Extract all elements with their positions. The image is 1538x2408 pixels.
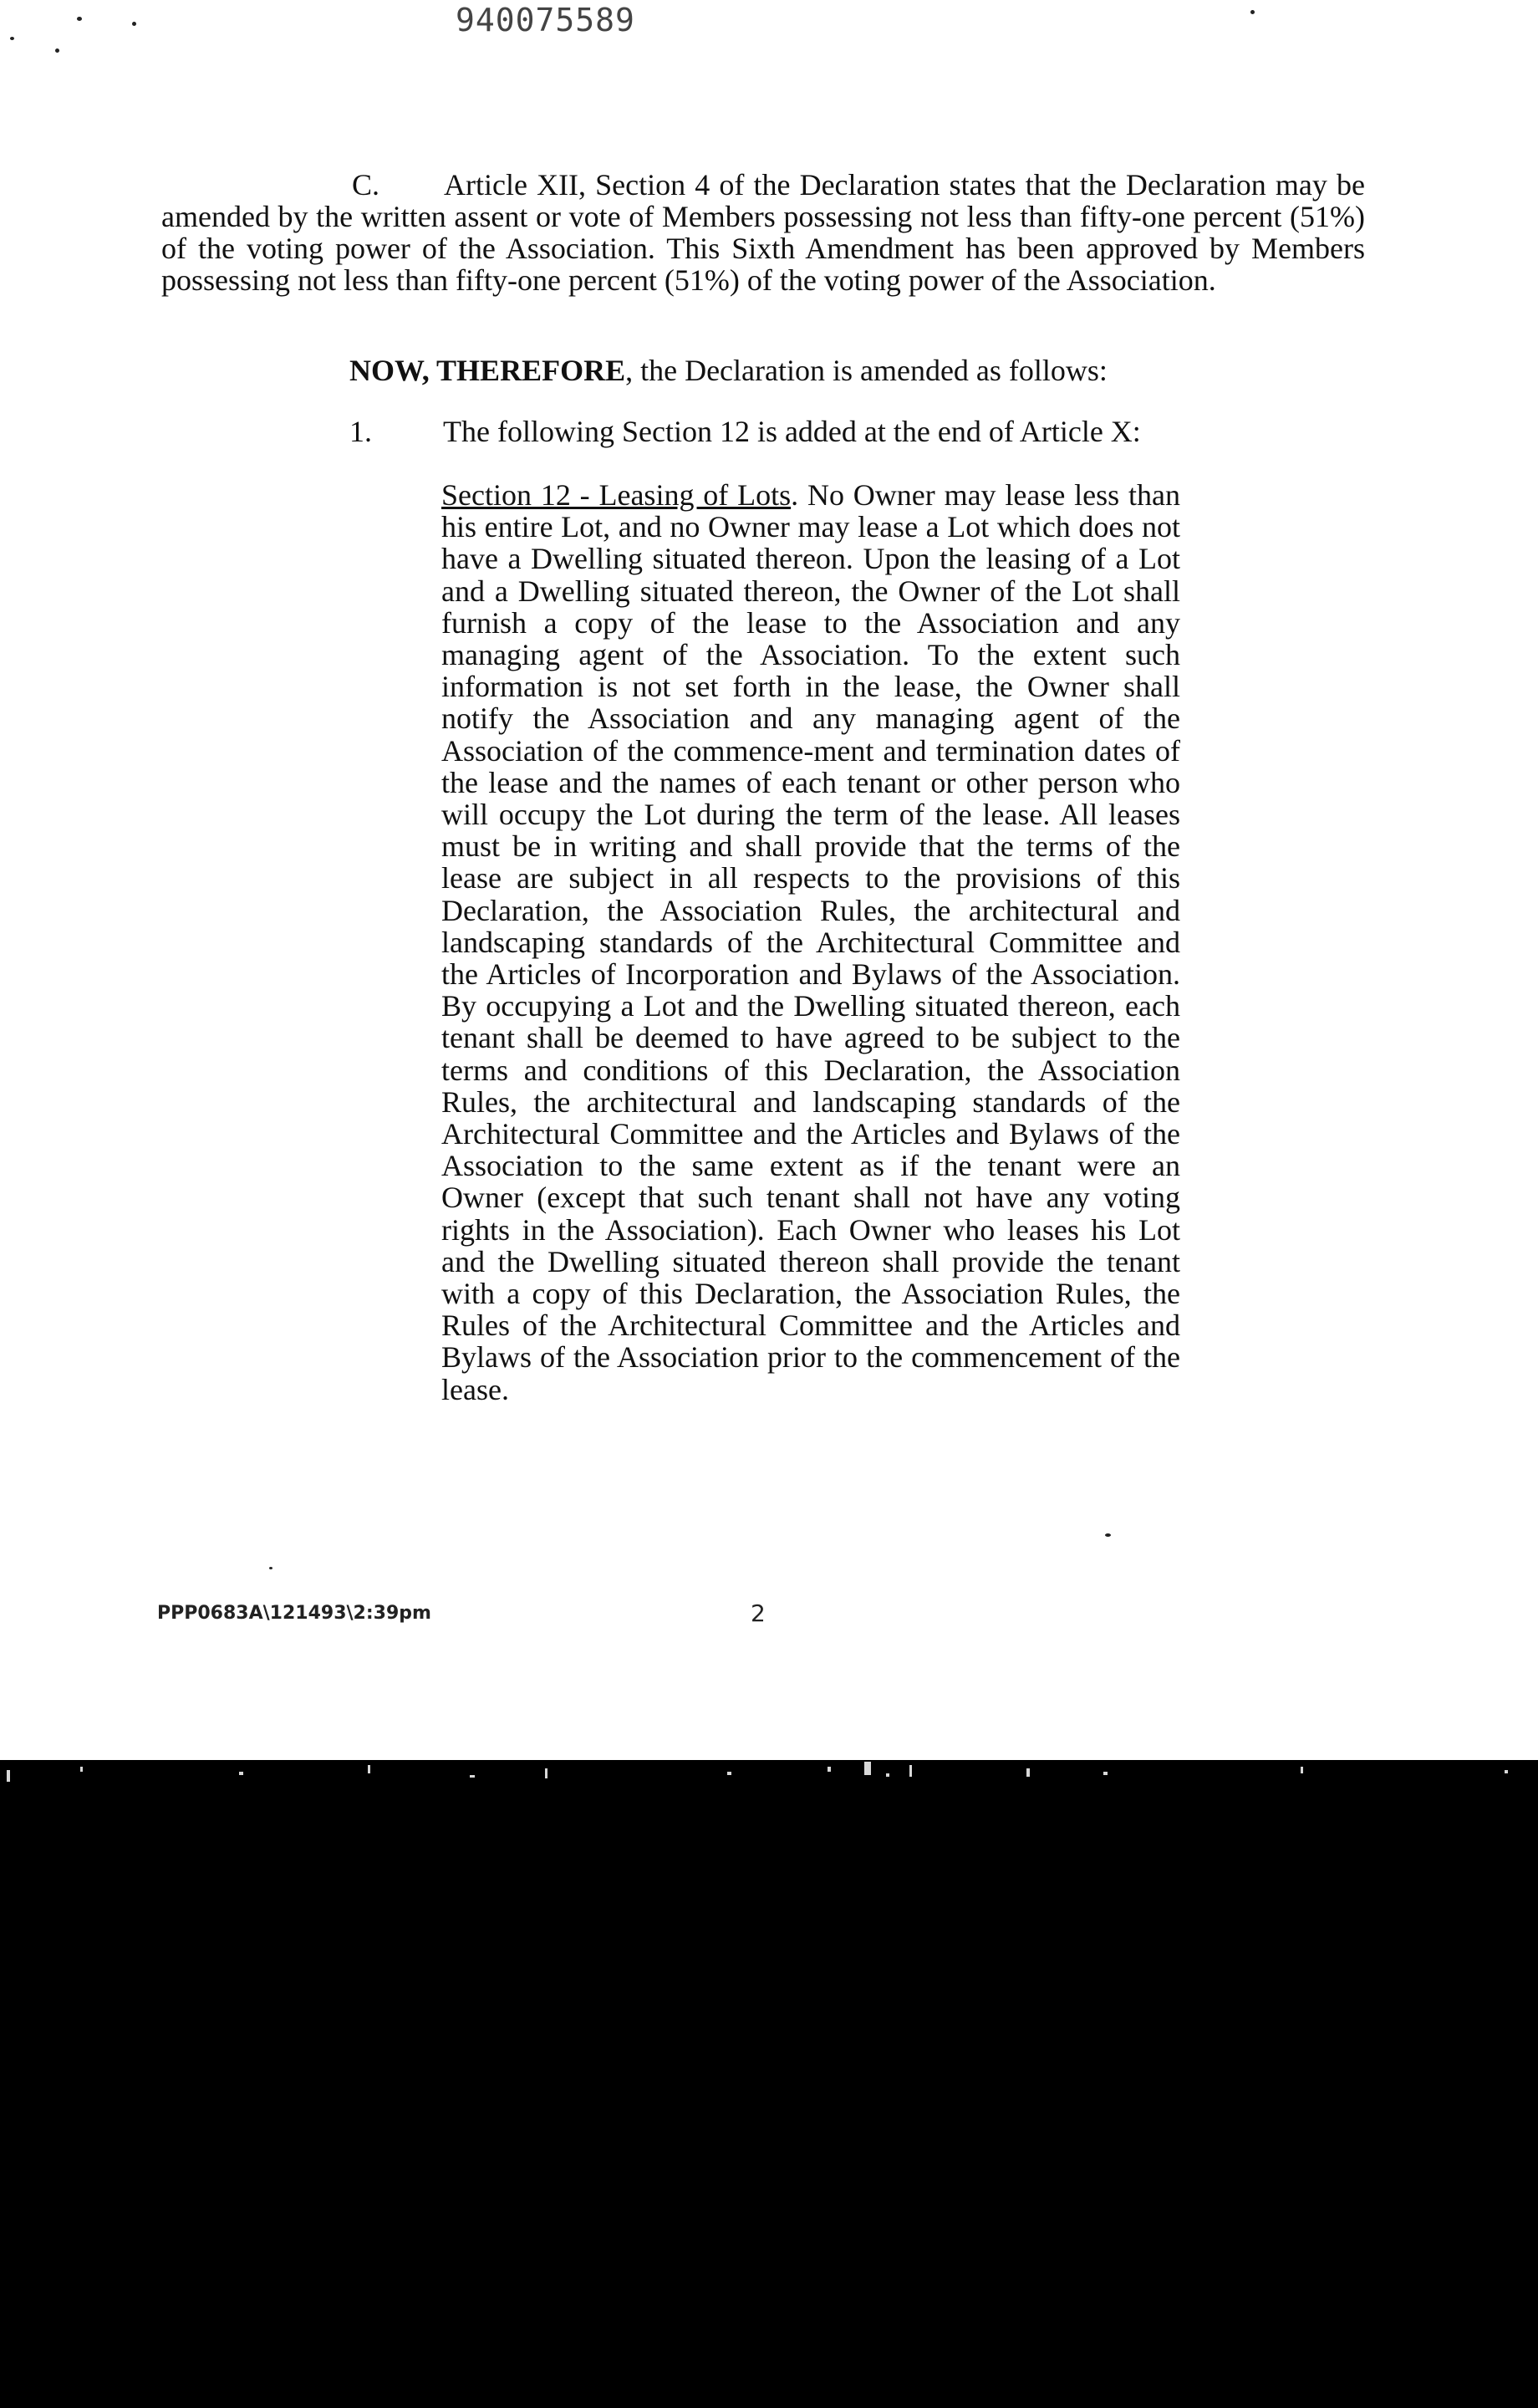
scan-speck xyxy=(77,17,82,21)
scan-speck xyxy=(1250,10,1255,14)
scan-noise xyxy=(80,1767,83,1772)
scan-noise xyxy=(864,1762,871,1775)
scan-noise xyxy=(1301,1767,1303,1773)
scan-speck xyxy=(132,22,136,26)
section-12-paragraph xyxy=(441,479,1180,1406)
paragraph-c xyxy=(161,169,1365,296)
scan-noise xyxy=(727,1772,731,1775)
scan-noise xyxy=(470,1775,475,1778)
scan-speck xyxy=(55,48,59,53)
now-therefore-bold: NOW, THEREFORE xyxy=(349,354,626,387)
list-item-text: The following Section 12 is added at the end of Article X: xyxy=(443,415,1141,448)
scan-noise xyxy=(1103,1772,1108,1775)
page-number: 2 xyxy=(751,1599,766,1627)
scan-noise xyxy=(239,1772,243,1775)
scan-black-band xyxy=(0,1760,1538,2408)
list-item-number: 1. xyxy=(349,415,372,448)
scan-noise xyxy=(7,1770,10,1782)
scan-noise xyxy=(886,1773,889,1777)
now-therefore-rest: , the Declaration is amended as follows: xyxy=(625,354,1108,387)
footer-file-code: PPP0683A\121493\2:39pm xyxy=(157,1603,431,1624)
scan-noise xyxy=(1505,1770,1508,1773)
scan-speck xyxy=(269,1567,272,1569)
scan-noise xyxy=(1026,1768,1030,1777)
document-number: 940075589 xyxy=(456,2,635,38)
scan-speck xyxy=(1105,1533,1111,1537)
list-item-1 xyxy=(349,416,1141,447)
paragraph-c-text: Article XII, Section 4 of the Declaration states that the Declaration may be amended by the written assent or vote of Members possessing not less than fifty-one percent (51%) of the voting power of the Association. This Sixth Amendment has been approved by Members possessing not less than fifty-one percent (51%) of the voting power of the Association. xyxy=(161,168,1365,297)
scan-speck xyxy=(10,37,14,40)
scan-noise xyxy=(828,1767,831,1772)
section-12-body: . No Owner may lease less than his entire Lot, and no Owner may lease a Lot which does not have a Dwelling situated thereon. Upon the leasing of a Lot and a Dwelling situated thereon, the Owner of the Lot shall furnish a copy of the lease to the Association and any managing agent of the Association. To the extent such information is not set forth in the lease, the Owner shall notify the Association and any managing agent of the Association of the commence-ment and termination dates of the lease and the names of each tenant or other person who will occupy the Lot during the term of the lease. All leases must be in writing and shall provide that the terms of the lease are subject in all respects to the provisions of this Declaration, the Association Rules, the architectural and landscaping standards of the Architectural Committee and the Articles of Incorporation and Bylaws of the Association. By occupying a Lot and the Dwelling situated thereon, each tenant shall be deemed to have agreed to be subject to the terms and conditions of this Declaration, the Association Rules, the architectural and landscaping standards of the Architectural Committee and the Articles and Bylaws of the Association to the same extent as if the tenant were an Owner (except that such tenant shall not have any voting rights in the Association). Each Owner who leases his Lot and the Dwelling situated thereon shall provide the tenant with a copy of this Declaration, the Association Rules, the Rules of the Architectural Committee and the Articles and Bylaws of the Association prior to the commencement of the lease. xyxy=(441,478,1180,1406)
paragraph-c-marker: C. xyxy=(352,168,380,202)
scan-noise xyxy=(545,1768,547,1778)
now-therefore-clause xyxy=(349,355,1108,386)
section-12-heading: Section 12 - Leasing of Lots xyxy=(441,478,792,512)
scan-noise xyxy=(368,1765,370,1773)
scan-noise xyxy=(909,1765,912,1777)
